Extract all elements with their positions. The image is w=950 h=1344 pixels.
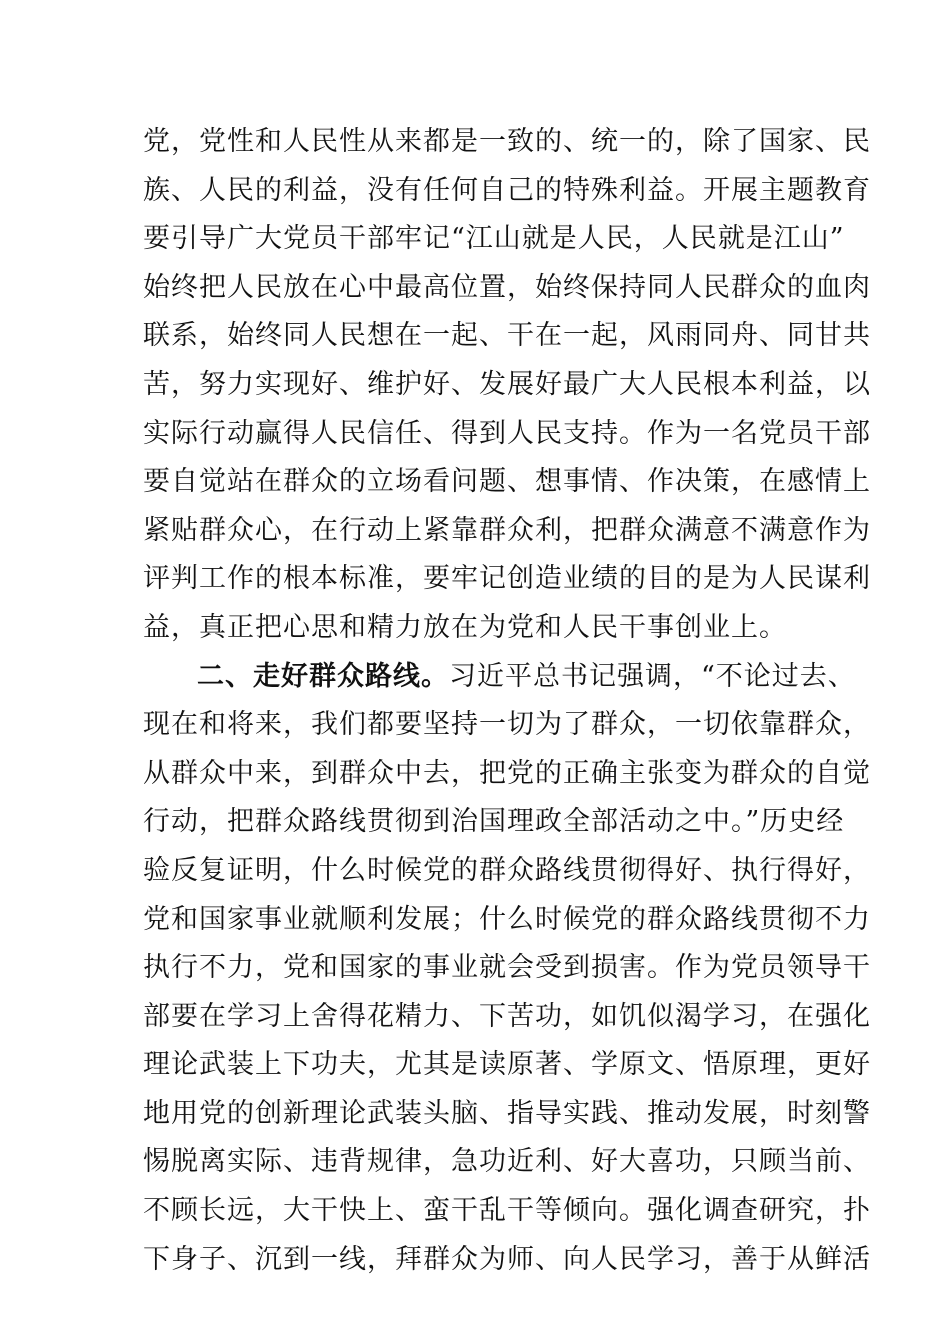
text-line: 党，党性和人民性从来都是一致的、统一的，除了国家、民	[143, 126, 871, 157]
paragraph-1	[143, 118, 871, 653]
text-line: 不顾长远，大干快上、蛮干乱干等倾向。强化调查研究，扑	[143, 1195, 871, 1227]
text-line: 现在和将来，我们都要坚持一切为了群众，一切依靠群众，	[143, 709, 871, 741]
text-line: 族、人民的利益，没有任何自己的特殊利益。开展主题教育	[143, 174, 871, 206]
text-line: 要引导广大党员干部牢记“江山就是人民，人民就是江山”	[143, 223, 845, 255]
text-line: 执行不力，党和国家的事业就会受到损害。作为党员领导干	[143, 952, 871, 984]
first-line-text: 习近平总书记强调，“不论过去、	[449, 660, 856, 692]
section-heading: 二、走好群众路线。	[197, 660, 449, 692]
text-line: 下身子、沉到一线，拜群众为师、向人民学习，善于从鲜活	[143, 1243, 871, 1275]
text-line: 苦，努力实现好、维护好、发展好最广大人民根本利益，以	[143, 368, 871, 400]
text-line: 验反复证明，什么时候党的群众路线贯彻得好、执行得好，	[143, 854, 871, 886]
text-line: 始终把人民放在心中最高位置，始终保持同人民群众的血肉	[143, 271, 871, 303]
text-line: 地用党的创新理论武装头脑、指导实践、推动发展，时刻警	[143, 1097, 871, 1129]
paragraph-2-first-line	[143, 653, 856, 702]
text-line: 部要在学习上舍得花精力、下苦功，如饥似渴学习，在强化	[143, 1000, 871, 1032]
body-text	[143, 118, 871, 1284]
text-line: 实际行动赢得人民信任、得到人民支持。作为一名党员干部	[143, 417, 871, 449]
text-line: 益，真正把心思和精力放在为党和人民干事创业上。	[143, 611, 787, 643]
text-line: 紧贴群众心，在行动上紧靠群众利，把群众满意不满意作为	[143, 514, 871, 546]
text-line: 惕脱离实际、违背规律，急功近利、好大喜功，只顾当前、	[143, 1146, 871, 1178]
text-line: 联系，始终同人民想在一起、干在一起，风雨同舟、同甘共	[143, 320, 871, 352]
text-line: 要自觉站在群众的立场看问题、想事情、作决策，在感情上	[143, 466, 871, 498]
text-line: 理论武装上下功夫，尤其是读原著、学原文、悟原理，更好	[143, 1049, 871, 1081]
text-line: 评判工作的根本标准，要牢记创造业绩的目的是为人民谋利	[143, 563, 871, 595]
text-line: 从群众中来，到群众中去，把党的正确主张变为群众的自觉	[143, 757, 871, 789]
paragraph-2	[143, 653, 871, 1285]
text-line: 行动，把群众路线贯彻到治国理政全部活动之中。”历史经	[143, 806, 845, 838]
text-line: 党和国家事业就顺利发展；什么时候党的群众路线贯彻不力	[143, 903, 871, 935]
